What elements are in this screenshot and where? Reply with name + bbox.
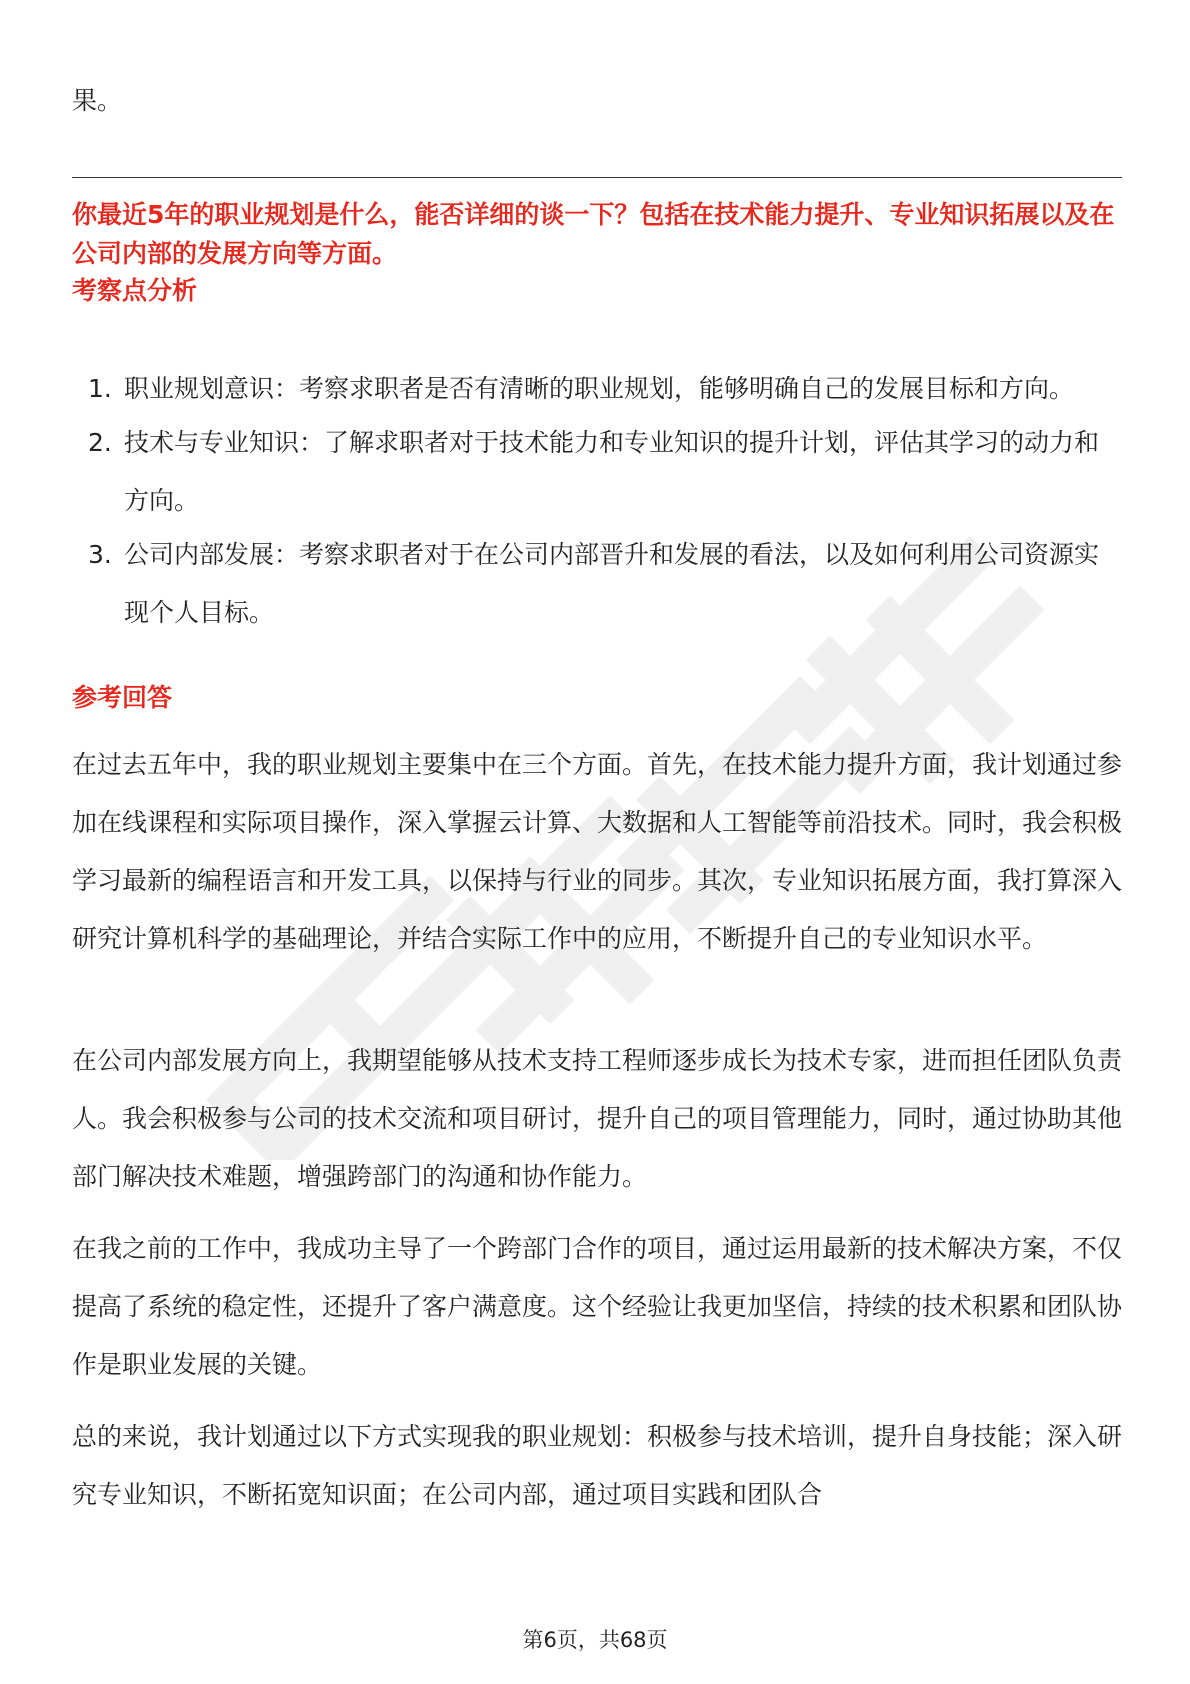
list-item [72, 360, 1122, 418]
answer-paragraph: 在我之前的工作中，我成功主导了一个跨部门合作的项目，通过运用最新的技术解决方案，不仅提高了系统的稳定性，还提升了客户满意度。这个经验让我更加坚信，持续的技术积累和团队协作是职业发展的关键。 [72, 1234, 1123, 1379]
list-item-text: 公司内部发展：考察求职者对于在公司内部晋升和发展的看法，以及如何利用公司资源实现个人目标。 [124, 540, 1100, 627]
list-number: 2. [88, 428, 112, 457]
document-page [72, 0, 1122, 1684]
page-footer: 第6页，共68页 [522, 1628, 668, 1652]
answer-paragraph: 在公司内部发展方向上，我期望能够从技术支持工程师逐步成长为技术专家，进而担任团队负责人。我会积极参与公司的技术交流和项目研讨，提升自己的项目管理能力，同时，通过协助其他部门解决技术难题，增强跨部门的沟通和协作能力。 [72, 1046, 1123, 1191]
list-item-text: 职业规划意识：考察求职者是否有清晰的职业规划，能够明确自己的发展目标和方向。 [124, 374, 1075, 403]
answer-heading: 参考回答 [72, 683, 173, 712]
list-number: 3. [88, 540, 112, 569]
answer-paragraph: 总的来说，我计划通过以下方式实现我的职业规划：积极参与技术培训，提升自身技能；深入研究专业知识，不断拓宽知识面；在公司内部，通过项目实践和团队合 [72, 1422, 1123, 1509]
list-item-text: 技术与专业知识：了解求职者对于技术能力和专业知识的提升计划，评估其学习的动力和方向。 [124, 428, 1100, 515]
list-item [72, 414, 1122, 530]
answer-paragraph: 在过去五年中，我的职业规划主要集中在三个方面。首先，在技术能力提升方面，我计划通过参加在线课程和实际项目操作，深入掌握云计算、大数据和人工智能等前沿技术。同时，我会积极学习最新的编程语言和开发工具，以保持与行业的同步。其次，专业知识拓展方面，我打算深入研究计算机科学的基础理论，并结合实际工作中的应用，不断提升自己的专业知识水平。 [72, 750, 1123, 953]
list-number: 1. [88, 374, 112, 403]
question-heading: 你最近5年的职业规划是什么，能否详细的谈一下？包括在技术能力提升、专业知识拓展以及在公司内部的发展方向等方面。 [72, 200, 1115, 268]
continuation-text: 果。 [72, 86, 123, 115]
divider [72, 177, 1122, 178]
analysis-heading: 考察点分析 [72, 276, 198, 305]
analysis-list [72, 360, 1122, 642]
list-item [72, 526, 1122, 642]
